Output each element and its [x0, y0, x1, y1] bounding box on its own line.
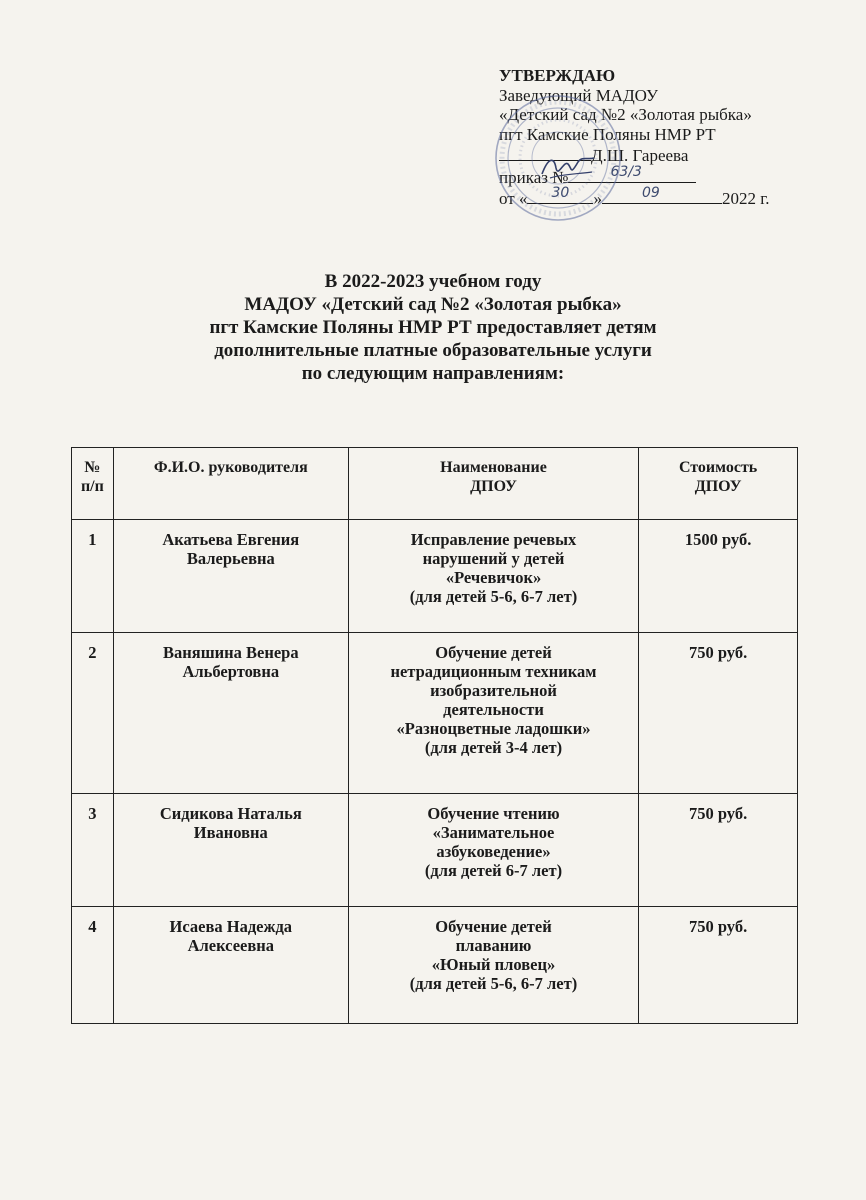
table-row — [72, 520, 798, 633]
row-leader — [113, 520, 348, 633]
row-leader — [113, 633, 348, 794]
header-cost-line: Стоимость — [678, 459, 758, 476]
date-prefix: от « — [499, 189, 528, 208]
service-line: Исправление речевых — [410, 530, 577, 549]
header-num — [72, 448, 114, 520]
leader-line: Акатьева Евгения — [162, 530, 300, 549]
date-day: 30 — [551, 185, 570, 201]
service-line: «Разноцветные ладошки» — [396, 719, 591, 738]
row-leader — [113, 794, 348, 907]
row-num: 3 — [72, 794, 114, 907]
order-label: приказ № — [499, 167, 569, 187]
service-line: плаванию — [455, 936, 532, 955]
service-line: деятельности — [443, 700, 544, 719]
title-line5: по следующим направлениям: — [301, 363, 565, 384]
service-line: (для детей 5-6, 6-7 лет) — [409, 587, 578, 606]
title-line4: дополнительные платные образовательные услуги — [214, 340, 652, 361]
service-line: Обучение детей — [435, 917, 552, 936]
table-row — [72, 633, 798, 794]
row-cost: 750 руб. — [639, 633, 798, 794]
row-service — [348, 520, 638, 633]
date-year: 2022 г. — [721, 189, 770, 208]
header-leader: Ф.И.О. руководителя — [113, 448, 348, 520]
title-line1: В 2022-2023 учебном году — [324, 271, 542, 292]
row-num: 4 — [72, 907, 114, 1024]
table-header-row — [72, 448, 798, 520]
table-row — [72, 907, 798, 1024]
leader-line: Алексеевна — [187, 936, 275, 955]
date-month: 09 — [641, 185, 660, 201]
header-name-line: ДПОУ — [470, 478, 517, 495]
date-mid: » — [593, 189, 602, 208]
header-cost-line: ДПОУ — [694, 478, 742, 495]
approval-signer: Д.Ш. Гареева — [591, 146, 689, 165]
table-row — [72, 794, 798, 907]
row-num: 2 — [72, 633, 114, 794]
service-line: Обучение детей — [435, 643, 552, 662]
service-line: нарушений у детей — [422, 549, 565, 568]
service-line: азбуковедение» — [436, 842, 551, 861]
row-num: 1 — [72, 520, 114, 633]
leader-line: Ивановна — [193, 823, 268, 842]
service-line: (для детей 6-7 лет) — [424, 861, 563, 880]
service-line: (для детей 5-6, 6-7 лет) — [409, 974, 578, 993]
title-line2: МАДОУ «Детский сад №2 «Золотая рыбка» — [244, 294, 622, 315]
service-line: изобразительной — [430, 681, 557, 700]
service-line: нетрадиционным техникам — [390, 662, 597, 681]
approval-position: Заведующий МАДОУ — [499, 85, 659, 105]
row-cost: 1500 руб. — [639, 520, 798, 633]
leader-line: Валерьевна — [186, 549, 275, 568]
service-line: Обучение чтению — [427, 804, 560, 823]
service-line: «Занимательное — [432, 823, 555, 842]
title-line3: пгт Камские Поляны НМР РТ предоставляет детям — [209, 317, 657, 338]
header-name — [348, 448, 638, 520]
header-num-line: п/п — [80, 478, 104, 495]
service-line: «Речевичок» — [445, 568, 542, 587]
service-line: «Юный пловец» — [431, 955, 556, 974]
order-number: 63/3 — [610, 163, 642, 180]
header-cost — [639, 448, 798, 520]
services-table — [71, 447, 798, 1024]
approval-org-line1: «Детский сад №2 «Золотая рыбка» — [499, 105, 752, 124]
document-title — [120, 270, 746, 385]
service-line: (для детей 3-4 лет) — [424, 738, 563, 757]
row-service — [348, 794, 638, 907]
header-name-line: Наименование — [440, 459, 547, 476]
row-service — [348, 907, 638, 1024]
signature-mark — [538, 148, 598, 184]
approval-heading: УТВЕРЖДАЮ — [499, 66, 616, 85]
leader-line: Ваняшина Венера — [163, 643, 299, 662]
header-num-line: № — [84, 459, 101, 476]
row-cost: 750 руб. — [639, 907, 798, 1024]
leader-line: Сидикова Наталья — [159, 804, 302, 823]
leader-line: Альбертовна — [182, 662, 280, 681]
row-cost: 750 руб. — [639, 794, 798, 907]
approval-org-line2: пгт Камские Поляны НМР РТ — [499, 124, 716, 144]
row-leader — [113, 907, 348, 1024]
row-service — [348, 633, 638, 794]
leader-line: Исаева Надежда — [169, 917, 293, 936]
